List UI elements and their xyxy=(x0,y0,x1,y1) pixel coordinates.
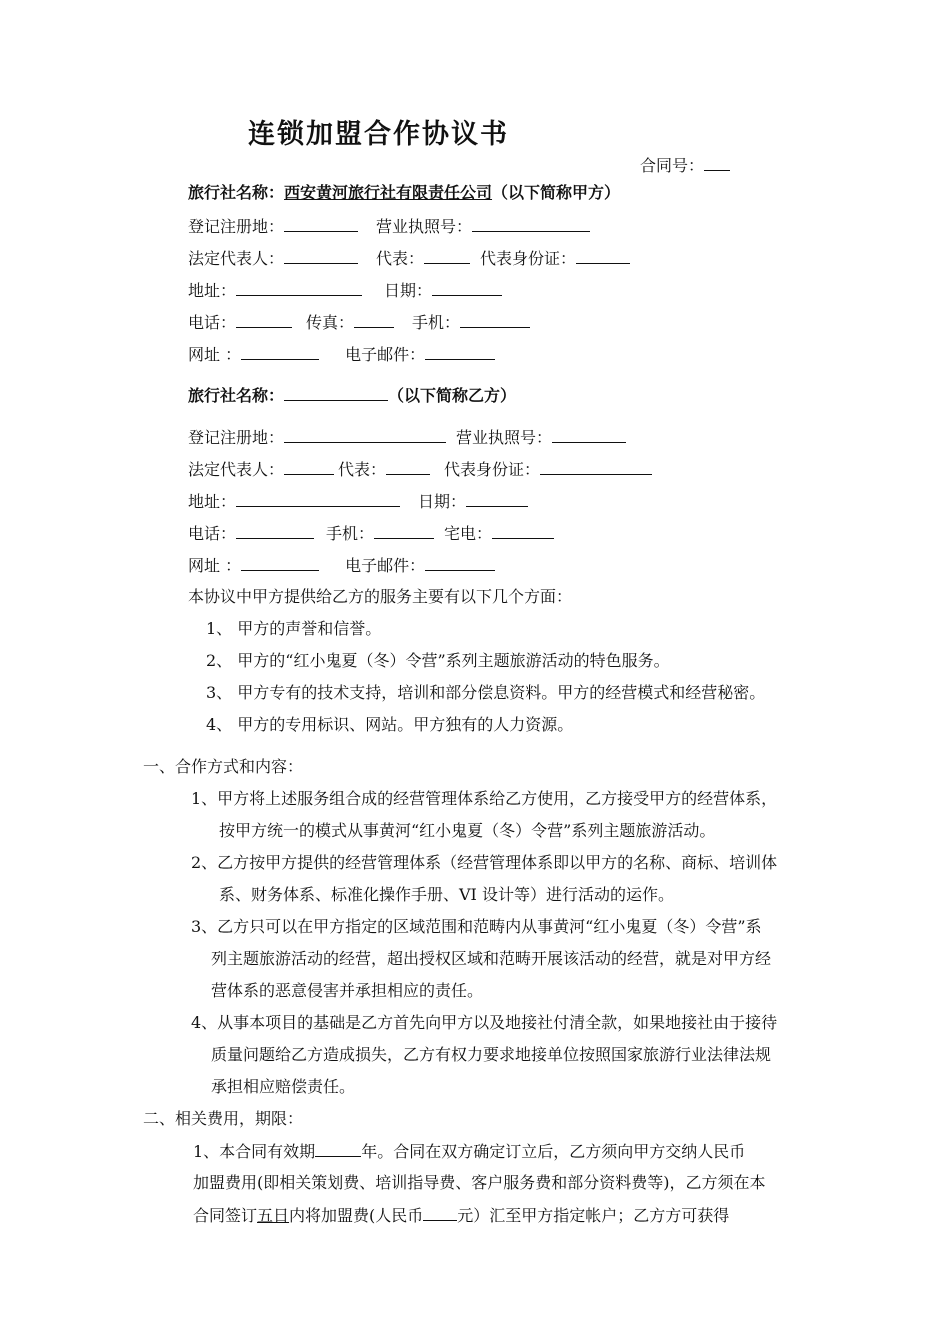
party-a-date-label: 日期： xyxy=(384,281,433,300)
party-a-address-line xyxy=(188,280,502,301)
party-b-mobile-label: 手机： xyxy=(326,524,375,543)
fee-amount-blank xyxy=(423,1205,457,1221)
service-item-4: 4、 甲方的专用标识、网站。甲方独有的人力资源。 xyxy=(206,715,574,734)
party-b-home-label: 宅电： xyxy=(444,524,493,543)
party-b-name-blank xyxy=(284,385,388,401)
party-a-phone-label: 电话： xyxy=(188,313,237,332)
party-b-phone-label: 电话： xyxy=(188,524,237,543)
party-b-web-line xyxy=(188,555,495,576)
party-b-name-suffix: （以下简称乙方） xyxy=(388,386,517,405)
party-b-rep-id-blank xyxy=(540,459,652,475)
party-b-date-label: 日期： xyxy=(418,492,467,511)
section1-heading: 一、合作方式和内容： xyxy=(143,757,304,776)
party-b-legal-rep-label: 法定代表人： xyxy=(188,460,285,479)
section2-line-3 xyxy=(193,1205,729,1226)
section2-l3-b: 内将加盟费(人民币 xyxy=(289,1206,424,1225)
party-a-registration-line xyxy=(188,216,590,237)
party-a-website-label: 网址 ： xyxy=(188,345,242,364)
party-a-date-blank xyxy=(432,280,502,296)
document-title: 连锁加盟合作协议书 xyxy=(248,119,509,150)
party-a-address-label: 地址： xyxy=(188,281,237,300)
services-intro: 本协议中甲方提供给乙方的服务主要有以下几个方面： xyxy=(188,587,573,606)
party-a-address-blank xyxy=(236,280,362,296)
party-b-address-line xyxy=(188,491,528,512)
party-b-registration-line xyxy=(188,427,626,448)
party-b-website-blank xyxy=(241,555,319,571)
party-b-license-label: 营业执照号： xyxy=(456,428,553,447)
party-a-rep-id-blank xyxy=(576,248,630,264)
party-b-address-blank xyxy=(236,491,400,507)
section2-five-days: 五日 xyxy=(257,1206,290,1225)
party-b-phone-line xyxy=(188,523,554,544)
party-b-reg-label: 登记注册地： xyxy=(188,428,285,447)
party-a-rep-id-label: 代表身份证： xyxy=(480,249,577,268)
party-b-email-blank xyxy=(425,555,495,571)
party-a-license-label: 营业执照号： xyxy=(376,217,473,236)
party-a-name-line xyxy=(188,183,620,203)
party-a-web-line xyxy=(188,344,495,365)
section1-line: 3、乙方只可以在甲方指定的区域范围和范畴内从事黄河“红小鬼夏（冬）令营”系 xyxy=(191,917,762,936)
party-a-legal-rep-label: 法定代表人： xyxy=(188,249,285,268)
party-a-legal-rep-blank xyxy=(284,248,358,264)
party-a-mobile-label: 手机： xyxy=(412,313,461,332)
party-b-phone-blank xyxy=(236,523,314,539)
party-a-email-blank xyxy=(425,344,495,360)
party-a-rep-blank xyxy=(424,248,470,264)
party-b-home-blank xyxy=(492,523,554,539)
section1-line: 质量问题给乙方造成损失，乙方有权力要求地接单位按照国家旅游行业法律法规 xyxy=(211,1045,772,1064)
section2-l1-b: 年。合同在双方确定订立后，乙方须向甲方交纳人民币 xyxy=(361,1142,746,1161)
section1-line: 营体系的恶意侵害并承担相应的责任。 xyxy=(211,981,484,1000)
party-b-name-label: 旅行社名称： xyxy=(188,386,285,405)
party-b-website-label: 网址 ： xyxy=(188,556,242,575)
section2-line-2: 加盟费用(即相关策划费、培训指导费、客户服务费和部分资料费等)，乙方须在本 xyxy=(193,1173,766,1192)
section1-line: 4、从事本项目的基础是乙方首先向甲方以及地接社付清全款，如果地接社由于接待 xyxy=(191,1013,778,1032)
contract-number xyxy=(640,153,730,176)
section2-l3-c: 元）汇至甲方指定帐户；乙方方可获得 xyxy=(457,1206,730,1225)
party-b-email-label: 电子邮件： xyxy=(345,556,426,575)
section2-l1-a: 1、本合同有效期 xyxy=(193,1142,316,1161)
party-a-reg-label: 登记注册地： xyxy=(188,217,285,236)
service-item-2: 2、 甲方的“红小鬼夏（冬）令营”系列主题旅游活动的特色服务。 xyxy=(206,651,670,670)
party-a-phone-line xyxy=(188,312,530,333)
party-a-fax-blank xyxy=(354,312,394,328)
party-a-license-blank xyxy=(472,216,590,232)
party-a-name-label: 旅行社名称： xyxy=(188,183,285,202)
party-a-mobile-blank xyxy=(460,312,530,328)
party-a-phone-blank xyxy=(236,312,292,328)
section2-line-1 xyxy=(193,1141,745,1162)
party-b-legal-rep-blank xyxy=(284,459,334,475)
party-a-rep-line xyxy=(188,248,630,269)
section1-line: 系、财务体系、标准化操作手册、VI 设计等）进行活动的运作。 xyxy=(219,885,674,904)
party-b-mobile-blank xyxy=(374,523,434,539)
party-b-name-line xyxy=(188,385,516,406)
party-b-rep-blank xyxy=(386,459,430,475)
party-b-date-blank xyxy=(466,491,528,507)
section1-line: 1、甲方将上述服务组合成的经营管理体系给乙方使用，乙方接受甲方的经营体系， xyxy=(191,789,778,808)
contract-number-blank xyxy=(704,155,730,171)
party-a-fax-label: 传真： xyxy=(306,313,355,332)
service-item-1: 1、 甲方的声誉和信誉。 xyxy=(206,619,382,638)
party-b-rep-id-label: 代表身份证： xyxy=(444,460,541,479)
section1-line: 2、乙方按甲方提供的经营管理体系（经营管理体系即以甲方的名称、商标、培训体 xyxy=(191,853,778,872)
section1-line: 列主题旅游活动的经营，超出授权区域和范畴开展该活动的经营，就是对甲方经 xyxy=(211,949,772,968)
party-a-name-value: 西安黄河旅行社有限责任公司 xyxy=(284,183,493,202)
section1-line: 承担相应赔偿责任。 xyxy=(211,1077,356,1096)
term-years-blank xyxy=(315,1141,361,1157)
section2-heading: 二、相关费用，期限： xyxy=(143,1109,304,1128)
contract-number-label: 合同号： xyxy=(640,156,705,175)
party-a-name-suffix: （以下简称甲方） xyxy=(492,183,621,202)
party-a-website-blank xyxy=(241,344,319,360)
service-item-3: 3、 甲方专有的技术支持，培训和部分偿息资料。甲方的经营模式和经营秘密。 xyxy=(206,683,766,702)
party-b-reg-blank xyxy=(284,427,446,443)
party-b-rep-label: 代表： xyxy=(338,460,387,479)
section2-l3-a: 合同签订 xyxy=(193,1206,258,1225)
party-b-rep-line xyxy=(188,459,652,480)
party-a-reg-blank xyxy=(284,216,358,232)
section1-line: 按甲方统一的模式从事黄河“红小鬼夏（冬）令营”系列主题旅游活动。 xyxy=(219,821,716,840)
party-b-address-label: 地址： xyxy=(188,492,237,511)
party-b-license-blank xyxy=(552,427,626,443)
party-a-email-label: 电子邮件： xyxy=(345,345,426,364)
party-a-rep-label: 代表： xyxy=(376,249,425,268)
